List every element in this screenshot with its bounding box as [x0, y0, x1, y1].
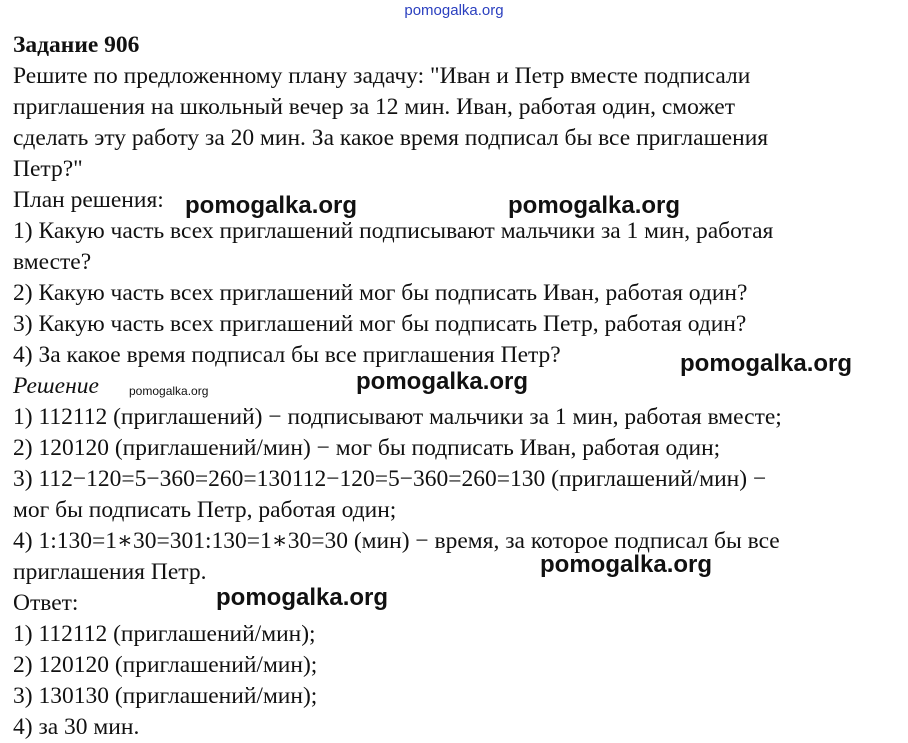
answer-heading: Ответ: [13, 590, 79, 616]
problem-line: сделать эту работу за 20 мин. За какое время подписал бы все приглашения [13, 125, 769, 151]
plan-line: 4) За какое время подписал бы все приглашения Петр? [13, 342, 561, 368]
solution-line: 4) 1:130=1∗30=301:130=1∗30=30 (мин) − время, за которое подписал бы все [13, 528, 780, 554]
watermark: pomogalka.org [680, 350, 853, 377]
watermark-small: pomogalka.org [129, 384, 209, 398]
plan-line: вместе? [13, 249, 92, 275]
problem-line: приглашения на школьный вечер за 12 мин. Иван, работая один, сможет [13, 94, 735, 120]
solution-heading: Решение [13, 373, 99, 399]
answer-line: 4) за 30 мин. [13, 714, 140, 740]
plan-line: 2) Какую часть всех приглашений мог бы подписать Иван, работая один? [13, 280, 748, 306]
plan-line: 3) Какую часть всех приглашений мог бы подписать Петр, работая один? [13, 311, 747, 337]
plan-heading: План решения: [13, 187, 164, 213]
watermark: pomogalka.org [185, 192, 358, 219]
answer-line: 3) 130130 (приглашений/мин); [13, 683, 318, 709]
problem-line: Решите по предложенному плану задачу: "Иван и Петр вместе подписали [13, 63, 751, 89]
answer-line: 1) 112112 (приглашений/мин); [13, 621, 316, 647]
problem-line: Петр?" [13, 156, 83, 182]
watermark: pomogalka.org [508, 192, 681, 219]
solution-line: мог бы подписать Петр, работая один; [13, 497, 397, 523]
top-watermark: pomogalka.org [404, 2, 504, 19]
watermark: pomogalka.org [216, 584, 389, 611]
watermark: pomogalka.org [356, 368, 529, 395]
plan-line: 1) Какую часть всех приглашений подписывают мальчики за 1 мин, работая [13, 218, 774, 244]
task-title: Задание 906 [13, 32, 140, 58]
solution-line: приглашения Петр. [13, 559, 207, 585]
solution-line: 2) 120120 (приглашений/мин) − мог бы подписать Иван, работая один; [13, 435, 721, 461]
watermark: pomogalka.org [540, 551, 713, 578]
answer-line: 2) 120120 (приглашений/мин); [13, 652, 318, 678]
solution-line: 3) 112−120=5−360=260=130112−120=5−360=260=130 (приглашений/мин) − [13, 466, 767, 492]
solution-line: 1) 112112 (приглашений) − подписывают мальчики за 1 мин, работая вместе; [13, 404, 782, 430]
